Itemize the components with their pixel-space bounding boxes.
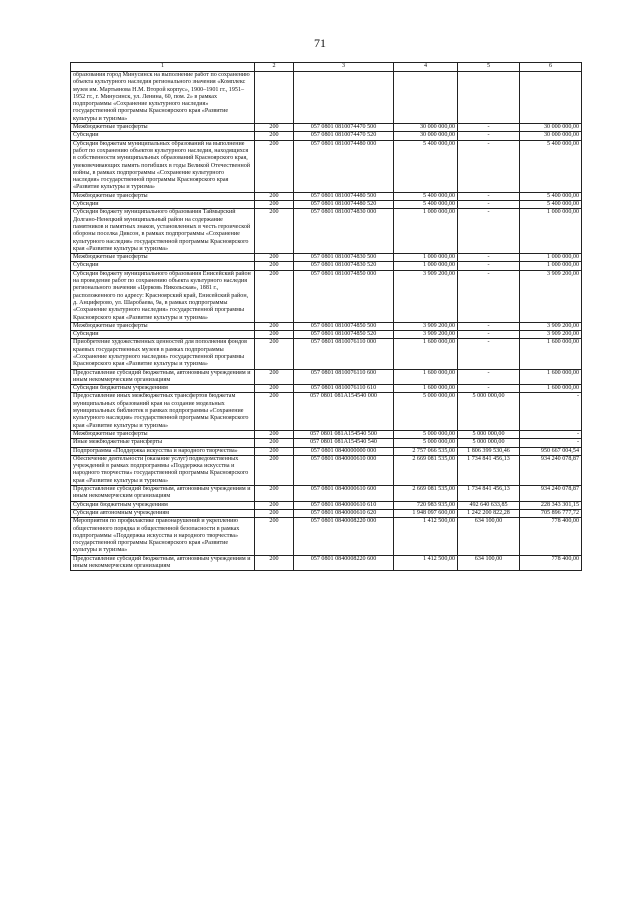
row-amount-executed: - <box>458 339 520 369</box>
row-code: 200 <box>255 385 294 393</box>
row-amount-total: 5 000 000,00 <box>394 393 458 430</box>
row-name: Межбюджетные трансферты <box>71 254 255 262</box>
row-amount-executed: - <box>458 331 520 339</box>
row-amount-executed: - <box>458 201 520 209</box>
row-amount-remaining: 1 600 000,00 <box>520 385 582 393</box>
table-row <box>71 501 582 509</box>
row-kbk: 057 0801 0810076110 610 <box>294 385 394 393</box>
row-name: Межбюджетные трансферты <box>71 192 255 200</box>
row-name: образования город Минусинск на выполнение работ по сохранению объекта культурного наследия регионального значения «Комплекс музея им. Мартьянова Н.М. Второй корпус», 1900–1901 гг., 1951–1952 гг., г. Минусинск, ул. Ленина, 60, пом. 2» в рамках подпрограммы «Сохранение культурного наследия» государственной программы Красноярского края «Развитие культуры и туризма» <box>71 72 255 124</box>
table-row <box>71 518 582 555</box>
table-row <box>71 140 582 192</box>
row-code: 200 <box>255 331 294 339</box>
row-amount-remaining: 778 400,00 <box>520 555 582 571</box>
row-amount-executed: - <box>458 132 520 140</box>
table-row <box>71 270 582 322</box>
table-row <box>71 132 582 140</box>
row-name: Субсидии <box>71 262 255 270</box>
row-kbk: 057 0801 0810074830 000 <box>294 209 394 254</box>
page-number: 71 <box>314 36 326 50</box>
row-amount-executed: 492 640 633,85 <box>458 501 520 509</box>
row-name: Субсидии бюджетным учреждениям <box>71 501 255 509</box>
row-code: 200 <box>255 447 294 455</box>
table-row <box>71 192 582 200</box>
row-amount-remaining: - <box>520 439 582 447</box>
row-amount-total: 3 909 200,00 <box>394 270 458 322</box>
table-row <box>71 486 582 502</box>
row-amount-total: 2 669 081 535,00 <box>394 455 458 485</box>
row-name: Субсидия бюджету муниципального образования Таймырский Долгано-Ненецкий муниципальный район на содержание памятников и памятных знаков, установленных в честь героической обороны поселка Диксон, в рамках подпрограммы «Сохранение культурного наследия» государственной программы Красноярского края «Развитие культуры и туризма» <box>71 209 255 254</box>
row-amount-total: 5 000 000,00 <box>394 439 458 447</box>
header-col-2: 2 <box>255 63 294 72</box>
row-name: Предоставление субсидий бюджетным, автономным учреждениям и иным некоммерческим организациям <box>71 486 255 502</box>
row-amount-total: 30 000 000,00 <box>394 124 458 132</box>
row-code: 200 <box>255 393 294 430</box>
row-kbk: 057 0801 0840000610 610 <box>294 501 394 509</box>
row-amount-total: 1 412 500,00 <box>394 555 458 571</box>
row-name: Межбюджетные трансферты <box>71 430 255 438</box>
row-amount-remaining: 1 000 000,00 <box>520 209 582 254</box>
row-code: 200 <box>255 430 294 438</box>
row-kbk: 057 0801 0810074830 500 <box>294 254 394 262</box>
row-kbk: 057 0801 0840008220 000 <box>294 518 394 555</box>
row-amount-remaining: 1 000 000,00 <box>520 254 582 262</box>
row-kbk: 057 0801 0810074480 520 <box>294 201 394 209</box>
row-code: 200 <box>255 501 294 509</box>
row-amount-total: 5 400 000,00 <box>394 192 458 200</box>
row-amount-remaining: 3 909 200,00 <box>520 331 582 339</box>
row-amount-executed: - <box>458 140 520 192</box>
row-amount-executed: - <box>458 254 520 262</box>
header-col-4: 4 <box>394 63 458 72</box>
row-amount-executed: - <box>458 262 520 270</box>
row-amount-total: 5 000 000,00 <box>394 430 458 438</box>
row-kbk: 057 0801 0810074830 520 <box>294 262 394 270</box>
row-code: 200 <box>255 140 294 192</box>
row-name: Субсидии автономным учреждениям <box>71 509 255 517</box>
row-kbk: 057 0801 0810074850 500 <box>294 322 394 330</box>
row-kbk <box>294 72 394 124</box>
row-name: Приобретение художественных ценностей для пополнения фондов краевых государственных музеев в рамках подпрограммы «Сохранение культурного наследия» государственной программы Красноярского края «Развитие культуры и туризма» <box>71 339 255 369</box>
row-kbk: 057 0801 0840000610 600 <box>294 486 394 502</box>
row-amount-total: 5 400 000,00 <box>394 140 458 192</box>
row-code: 200 <box>255 124 294 132</box>
row-amount-executed: 1 734 841 456,13 <box>458 486 520 502</box>
row-name: Межбюджетные трансферты <box>71 322 255 330</box>
row-amount-executed: 5 000 000,00 <box>458 393 520 430</box>
row-kbk: 057 0801 0810074850 000 <box>294 270 394 322</box>
row-amount-remaining: 934 240 078,87 <box>520 486 582 502</box>
row-amount-executed: - <box>458 209 520 254</box>
row-kbk: 057 0801 0810074470 520 <box>294 132 394 140</box>
row-amount-total: 3 909 200,00 <box>394 322 458 330</box>
table-row <box>71 124 582 132</box>
row-kbk: 057 0801 0810074480 500 <box>294 192 394 200</box>
row-kbk: 057 0801 0840000000 000 <box>294 447 394 455</box>
row-code: 200 <box>255 201 294 209</box>
row-amount-total: 2 669 081 535,00 <box>394 486 458 502</box>
row-amount-remaining: - <box>520 393 582 430</box>
row-amount-executed: 5 000 000,00 <box>458 430 520 438</box>
table-row <box>71 262 582 270</box>
row-amount-executed: - <box>458 270 520 322</box>
row-amount-executed: 634 100,00 <box>458 555 520 571</box>
row-code: 200 <box>255 262 294 270</box>
row-name: Обеспечение деятельности (оказание услуг) подведомственных учреждений в рамках подпрограммы «Поддержка искусства и народного творчества» государственной программы Красноярского края «Развитие культуры и туризма» <box>71 455 255 485</box>
row-kbk: 057 0801 0810074850 520 <box>294 331 394 339</box>
row-amount-total: 1 600 000,00 <box>394 339 458 369</box>
row-amount-executed: 5 000 000,00 <box>458 439 520 447</box>
row-amount-total: 1 600 000,00 <box>394 385 458 393</box>
row-name: Субсидии <box>71 132 255 140</box>
table-row <box>71 322 582 330</box>
row-amount-remaining: 5 400 000,00 <box>520 140 582 192</box>
row-amount-total: 1 000 000,00 <box>394 262 458 270</box>
row-amount-total: 1 600 000,00 <box>394 369 458 385</box>
row-amount-remaining: - <box>520 430 582 438</box>
row-amount-remaining: 3 909 200,00 <box>520 322 582 330</box>
row-code: 200 <box>255 509 294 517</box>
row-code: 200 <box>255 455 294 485</box>
row-amount-remaining: 705 896 777,72 <box>520 509 582 517</box>
row-amount-total: 1 948 097 600,00 <box>394 509 458 517</box>
table-row <box>71 447 582 455</box>
row-code: 200 <box>255 209 294 254</box>
row-amount-remaining: 30 000 000,00 <box>520 124 582 132</box>
row-code: 200 <box>255 132 294 140</box>
row-code <box>255 72 294 124</box>
row-name: Мероприятия по профилактике правонарушений и укреплению общественного порядка и общественной безопасности в рамках подпрограммы «Поддержка искусства и народного творчества» государственной программы Красноярского края «Развитие культуры и туризма» <box>71 518 255 555</box>
row-name: Подпрограмма «Поддержка искусства и народного творчества» <box>71 447 255 455</box>
table-row <box>71 209 582 254</box>
row-code: 200 <box>255 369 294 385</box>
row-kbk: 057 0801 0840000610 620 <box>294 509 394 517</box>
table-row <box>71 439 582 447</box>
row-name: Субсидии <box>71 201 255 209</box>
row-name: Иные межбюджетные трансферты <box>71 439 255 447</box>
row-amount-total: 30 000 000,00 <box>394 132 458 140</box>
row-kbk: 057 0801 0840000610 000 <box>294 455 394 485</box>
header-col-1: 1 <box>71 63 255 72</box>
row-amount-executed: - <box>458 192 520 200</box>
table-row <box>71 385 582 393</box>
row-kbk: 057 0801 0810076110 600 <box>294 369 394 385</box>
row-amount-executed: 1 806 399 530,46 <box>458 447 520 455</box>
row-amount-total: 3 909 200,00 <box>394 331 458 339</box>
row-amount-executed: - <box>458 385 520 393</box>
row-name: Субсидия бюджетам муниципальных образований на выполнение работ по сохранению объектов культурного наследия, находящихся в собственности муниципальных образований Красноярского края, увековечивающих память погибших в годы Великой Отечественной войны, в рамках подпрограммы «Сохранение культурного наследия» государственной программы Красноярского края «Развитие культуры и туризма» <box>71 140 255 192</box>
budget-table <box>70 62 582 571</box>
row-amount-remaining: 950 667 004,54 <box>520 447 582 455</box>
row-amount-executed <box>458 72 520 124</box>
row-kbk: 057 0801 081A154540 540 <box>294 439 394 447</box>
row-code: 200 <box>255 555 294 571</box>
row-code: 200 <box>255 270 294 322</box>
row-amount-remaining: 228 343 301,15 <box>520 501 582 509</box>
row-amount-remaining: 30 000 000,00 <box>520 132 582 140</box>
header-col-3: 3 <box>294 63 394 72</box>
row-amount-total: 1 000 000,00 <box>394 254 458 262</box>
row-amount-total <box>394 72 458 124</box>
row-amount-executed: - <box>458 322 520 330</box>
table-row <box>71 555 582 571</box>
row-amount-remaining: 934 240 078,87 <box>520 455 582 485</box>
row-amount-executed: 1 734 841 456,13 <box>458 455 520 485</box>
table-row <box>71 339 582 369</box>
row-code: 200 <box>255 322 294 330</box>
row-name: Предоставление иных межбюджетных трансфертов бюджетам муниципальных образований края на создание модельных муниципальных библиотек в рамках подпрограммы «Сохранение культурного наследия» государственной программы Красноярского края «Развитие культуры и туризма» <box>71 393 255 430</box>
table-header-row <box>71 63 582 72</box>
row-code: 200 <box>255 192 294 200</box>
header-col-6: 6 <box>520 63 582 72</box>
table-row <box>71 201 582 209</box>
table-row <box>71 72 582 124</box>
row-amount-executed: - <box>458 124 520 132</box>
row-code: 200 <box>255 439 294 447</box>
table-row <box>71 369 582 385</box>
row-amount-total: 720 983 935,00 <box>394 501 458 509</box>
row-amount-remaining: 1 600 000,00 <box>520 339 582 369</box>
row-name: Предоставление субсидий бюджетным, автономным учреждениям и иным некоммерческим организациям <box>71 555 255 571</box>
table-row <box>71 430 582 438</box>
row-code: 200 <box>255 254 294 262</box>
row-kbk: 057 0801 0810074470 500 <box>294 124 394 132</box>
row-amount-total: 5 400 000,00 <box>394 201 458 209</box>
row-kbk: 057 0801 081A154540 500 <box>294 430 394 438</box>
row-amount-remaining: 5 400 000,00 <box>520 201 582 209</box>
row-kbk: 057 0801 0810074480 000 <box>294 140 394 192</box>
row-amount-executed: 634 100,00 <box>458 518 520 555</box>
row-amount-remaining: 5 400 000,00 <box>520 192 582 200</box>
table-row <box>71 455 582 485</box>
row-name: Субсидии <box>71 331 255 339</box>
row-kbk: 057 0801 081A154540 000 <box>294 393 394 430</box>
row-amount-remaining <box>520 72 582 124</box>
row-amount-remaining: 1 600 000,00 <box>520 369 582 385</box>
header-col-5: 5 <box>458 63 520 72</box>
row-kbk: 057 0801 0840008220 600 <box>294 555 394 571</box>
row-amount-remaining: 3 909 200,00 <box>520 270 582 322</box>
row-name: Межбюджетные трансферты <box>71 124 255 132</box>
row-code: 200 <box>255 486 294 502</box>
row-amount-total: 1 000 000,00 <box>394 209 458 254</box>
table-row <box>71 254 582 262</box>
row-amount-total: 1 412 500,00 <box>394 518 458 555</box>
table-row <box>71 509 582 517</box>
table-row <box>71 393 582 430</box>
row-name: Предоставление субсидий бюджетным, автономным учреждениям и иным некоммерческим организациям <box>71 369 255 385</box>
row-name: Субсидии бюджетным учреждениям <box>71 385 255 393</box>
row-amount-remaining: 1 000 000,00 <box>520 262 582 270</box>
row-code: 200 <box>255 518 294 555</box>
row-amount-executed: 1 242 200 822,28 <box>458 509 520 517</box>
row-name: Субсидия бюджету муниципального образования Енисейский район на проведение работ по сохранению объекта культурного наследия регионального значения «Церковь Никольская», 1881 г., расположенного по адресу: Красноярский край, Енисейский район, д. Анциферово, ул. Шаробаева, 9а, в рамках подпрограммы «Сохранение культурного наследия» государственной программы Красноярского края «Развитие культуры и туризма» <box>71 270 255 322</box>
table-row <box>71 331 582 339</box>
row-amount-total: 2 757 066 535,00 <box>394 447 458 455</box>
row-code: 200 <box>255 339 294 369</box>
row-kbk: 057 0801 0810076110 000 <box>294 339 394 369</box>
row-amount-remaining: 778 400,00 <box>520 518 582 555</box>
row-amount-executed: - <box>458 369 520 385</box>
